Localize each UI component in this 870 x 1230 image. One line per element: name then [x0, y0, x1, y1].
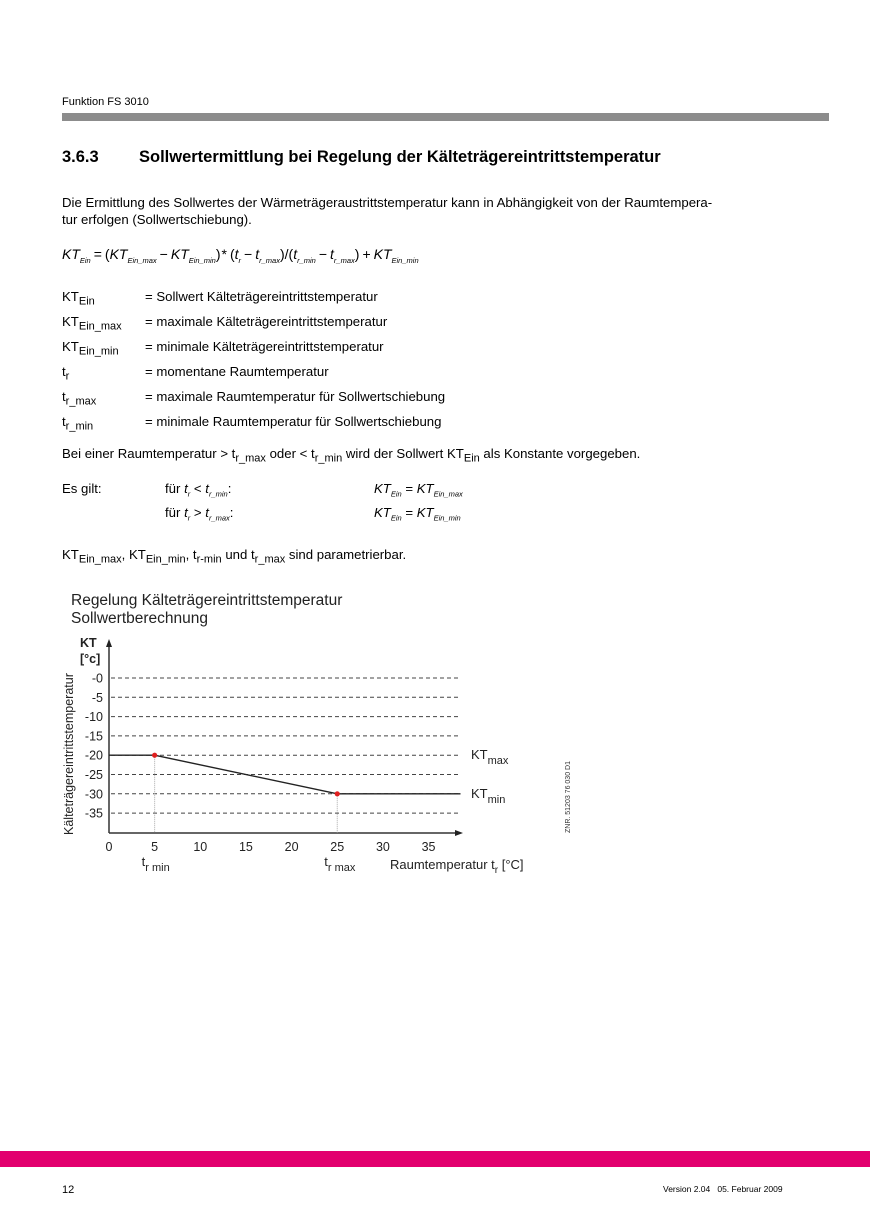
param-sub: Ein_max — [78, 553, 122, 566]
def-desc: = minimale Kälteträgereintrittstemperatur — [145, 339, 384, 354]
cond-var: KT — [374, 481, 391, 496]
formula-term: KT — [109, 246, 128, 262]
note-sub: r_min — [314, 452, 343, 465]
x-tick-label: 25 — [330, 840, 345, 854]
def-sub: Ein_max — [78, 320, 122, 333]
condition-2: für $t_r > t_{r\_max}$: — [165, 505, 234, 523]
cond-sub: r_max — [208, 513, 230, 523]
y-axis-unit-top: KT — [80, 636, 97, 650]
section-title: Sollwertermittlung bei Regelung der Kälteträgereintrittstemperatur — [139, 148, 661, 166]
version-date: Version 2.04 05. Februar 2009 — [663, 1184, 783, 1194]
param-text: , — [121, 547, 129, 562]
y-tick-label: -25 — [84, 768, 103, 782]
condition-2-result: $KT_{Ein} = KT_{Ein\_min}$ — [374, 505, 461, 523]
chart-subtitle: Sollwertberechnung — [71, 610, 209, 627]
setpoint-formula: $KT_{Ein} = (KT_{Ein\_max} - KT_{Ein\_min})*$ $(t_r - t_{r\_max})/(t_{r\_min} - t_{r\_max}) + KT_{Ein\_min}$ — [62, 246, 419, 265]
cond-var: KT — [416, 505, 434, 520]
param-text: , — [185, 547, 193, 562]
annotation-main: t — [324, 854, 328, 869]
x-tick-label: 30 — [375, 840, 390, 854]
cond-text: für — [165, 481, 185, 496]
formula-term: KT — [373, 246, 392, 262]
cond-var: KT — [416, 481, 434, 496]
x-axis-title-sub: r — [494, 865, 499, 876]
annotation-main: t — [141, 854, 146, 869]
x-axis-arrow-icon — [455, 830, 463, 836]
def-desc: = minimale Raumtemperatur für Sollwertschiebung — [145, 414, 442, 429]
formula-sub: r — [238, 255, 242, 265]
note-text: wird der Sollwert KT — [342, 446, 464, 461]
param-sub: r_max — [254, 553, 286, 566]
y-tick-label: -20 — [84, 748, 103, 763]
note-sub: r_max — [235, 452, 266, 465]
def-symbol: KT — [62, 289, 79, 304]
formula-term: t — [330, 246, 334, 262]
param-text: und — [221, 547, 251, 562]
def-sub: Ein — [78, 295, 95, 308]
def-symbol: t — [62, 389, 66, 404]
x-tick-label: 20 — [284, 840, 299, 854]
def-desc: = Sollwert Kälteträgereintrittstemperatur — [145, 289, 378, 304]
cond-var: t — [205, 505, 209, 520]
annotation-r-max — [324, 854, 356, 874]
annotation-sub: max — [487, 755, 509, 768]
def-sub: Ein_min — [78, 345, 119, 358]
cond-var: t — [205, 481, 209, 496]
series-layer — [109, 753, 461, 833]
x-axis-title-unit: [°C] — [498, 857, 524, 872]
x-axis-title — [390, 857, 524, 876]
annotation-main: KT — [471, 785, 488, 801]
intro-line-1: Die Ermittlung des Sollwertes der Wärmeträgeraustrittstemperatur kann in Abhängigkeit von der Raumtempera- — [62, 195, 713, 210]
cond-var: t — [184, 481, 188, 496]
formula-term: t — [255, 246, 260, 262]
annotation-main: KT — [471, 747, 488, 763]
def-symbol: t — [62, 414, 66, 429]
formula-sub: r_max — [333, 255, 355, 265]
note-sub: Ein — [463, 452, 480, 465]
formula-term: t — [293, 246, 298, 262]
footer-accent-bar — [0, 1151, 870, 1167]
y-tick-label: -15 — [84, 729, 103, 744]
cond-sub: Ein — [390, 489, 402, 499]
formula-sub: Ein_min — [188, 255, 216, 265]
x-tick-label: 35 — [421, 840, 436, 854]
note-text: Bei einer Raumtemperatur > t — [62, 446, 236, 461]
drawing-reference: ZNR. 51203 76 030 D1 — [565, 761, 572, 833]
cond-sub: r — [187, 489, 191, 499]
cond-op: > — [193, 505, 202, 520]
label-layer — [62, 636, 572, 876]
axes-layer — [106, 639, 463, 836]
annotation-min — [471, 786, 505, 806]
annotation-r-min — [142, 854, 170, 874]
def-symbol: KT — [62, 339, 79, 354]
intro-line-2: tur erfolgen (Sollwertschiebung). — [62, 212, 252, 227]
condition-1-result: $KT_{Ein} = KT_{Ein\_max}$ — [374, 481, 463, 499]
y-axis-arrow-icon — [106, 639, 112, 647]
running-header: Funktion FS 3010 — [62, 96, 149, 108]
cond-var: KT — [374, 505, 391, 520]
param-text: KT — [62, 547, 79, 562]
y-axis-title: Kälteträgereintrittstemperatur — [62, 673, 76, 835]
grid-layer — [111, 678, 460, 813]
def-symbol: KT — [62, 314, 79, 329]
param-text: KT — [128, 547, 146, 562]
x-tick-label: 15 — [238, 840, 253, 854]
cond-op: < — [193, 481, 202, 496]
cond-sub: Ein_min — [433, 513, 461, 523]
x-axis-title-main: Raumtemperatur t — [390, 857, 495, 872]
formula-sub: Ein_min — [391, 255, 419, 265]
y-tick-label: -0 — [91, 671, 103, 686]
y-tick-label: -10 — [84, 710, 103, 725]
def-desc: = maximale Kälteträgereintrittstemperatur — [145, 314, 388, 329]
def-sub: r_min — [65, 420, 94, 433]
y-tick-label: -5 — [91, 690, 103, 705]
param-text: t — [192, 547, 197, 562]
condition-1: für $t_r < t_{r\_min}$: — [165, 481, 232, 499]
cond-sub: r — [187, 513, 191, 523]
chart-title: Regelung Kälteträgereintrittstemperatur — [71, 592, 343, 609]
cond-sub: Ein_max — [433, 489, 463, 499]
x-tick-label: 5 — [151, 840, 159, 854]
def-desc: = momentane Raumtemperatur — [145, 364, 329, 379]
formula-sub: Ein — [79, 255, 91, 265]
param-text: sind parametrierbar. — [285, 547, 407, 562]
param-sub: r-min — [196, 553, 222, 566]
x-tick-label: 10 — [193, 840, 208, 854]
formula-sub: Ein_max — [127, 255, 157, 265]
annotation-sub: min — [487, 793, 506, 806]
cond-text: für — [165, 505, 185, 520]
page-number: 12 — [62, 1184, 75, 1196]
def-sub: r — [65, 370, 70, 383]
def-desc: = maximale Raumtemperatur für Sollwertschiebung — [145, 389, 446, 404]
formula-sub: r_min — [297, 255, 316, 265]
note-text: als Konstante vorgegeben. — [479, 446, 641, 461]
formula-term: KT — [170, 246, 189, 262]
annotation-sub: r min — [145, 862, 170, 874]
formula-term: t — [234, 246, 239, 262]
param-text: t — [251, 547, 255, 562]
y-axis-unit-bottom: [°c] — [80, 652, 101, 666]
def-symbol: t — [62, 364, 66, 379]
y-tick-label: -30 — [84, 787, 103, 802]
conditions-label: Es gilt: — [62, 481, 102, 496]
data-point — [152, 753, 157, 758]
cond-var: t — [184, 505, 188, 520]
def-sub: r_max — [65, 395, 97, 408]
section-number: 3.6.3 — [62, 148, 99, 166]
x-tick-label: 0 — [105, 840, 113, 854]
annotation-sub: r max — [327, 862, 356, 874]
y-tick-label: -35 — [84, 806, 103, 821]
cond-sub: Ein — [390, 513, 402, 523]
formula-sub: r_max — [259, 255, 280, 265]
param-sub: Ein_min — [145, 553, 186, 566]
annotation-max — [471, 747, 509, 767]
cond-sub: r_min — [208, 489, 228, 499]
note-text: oder < t — [265, 446, 315, 461]
formula-term: KT — [62, 246, 80, 262]
data-point — [335, 791, 340, 796]
